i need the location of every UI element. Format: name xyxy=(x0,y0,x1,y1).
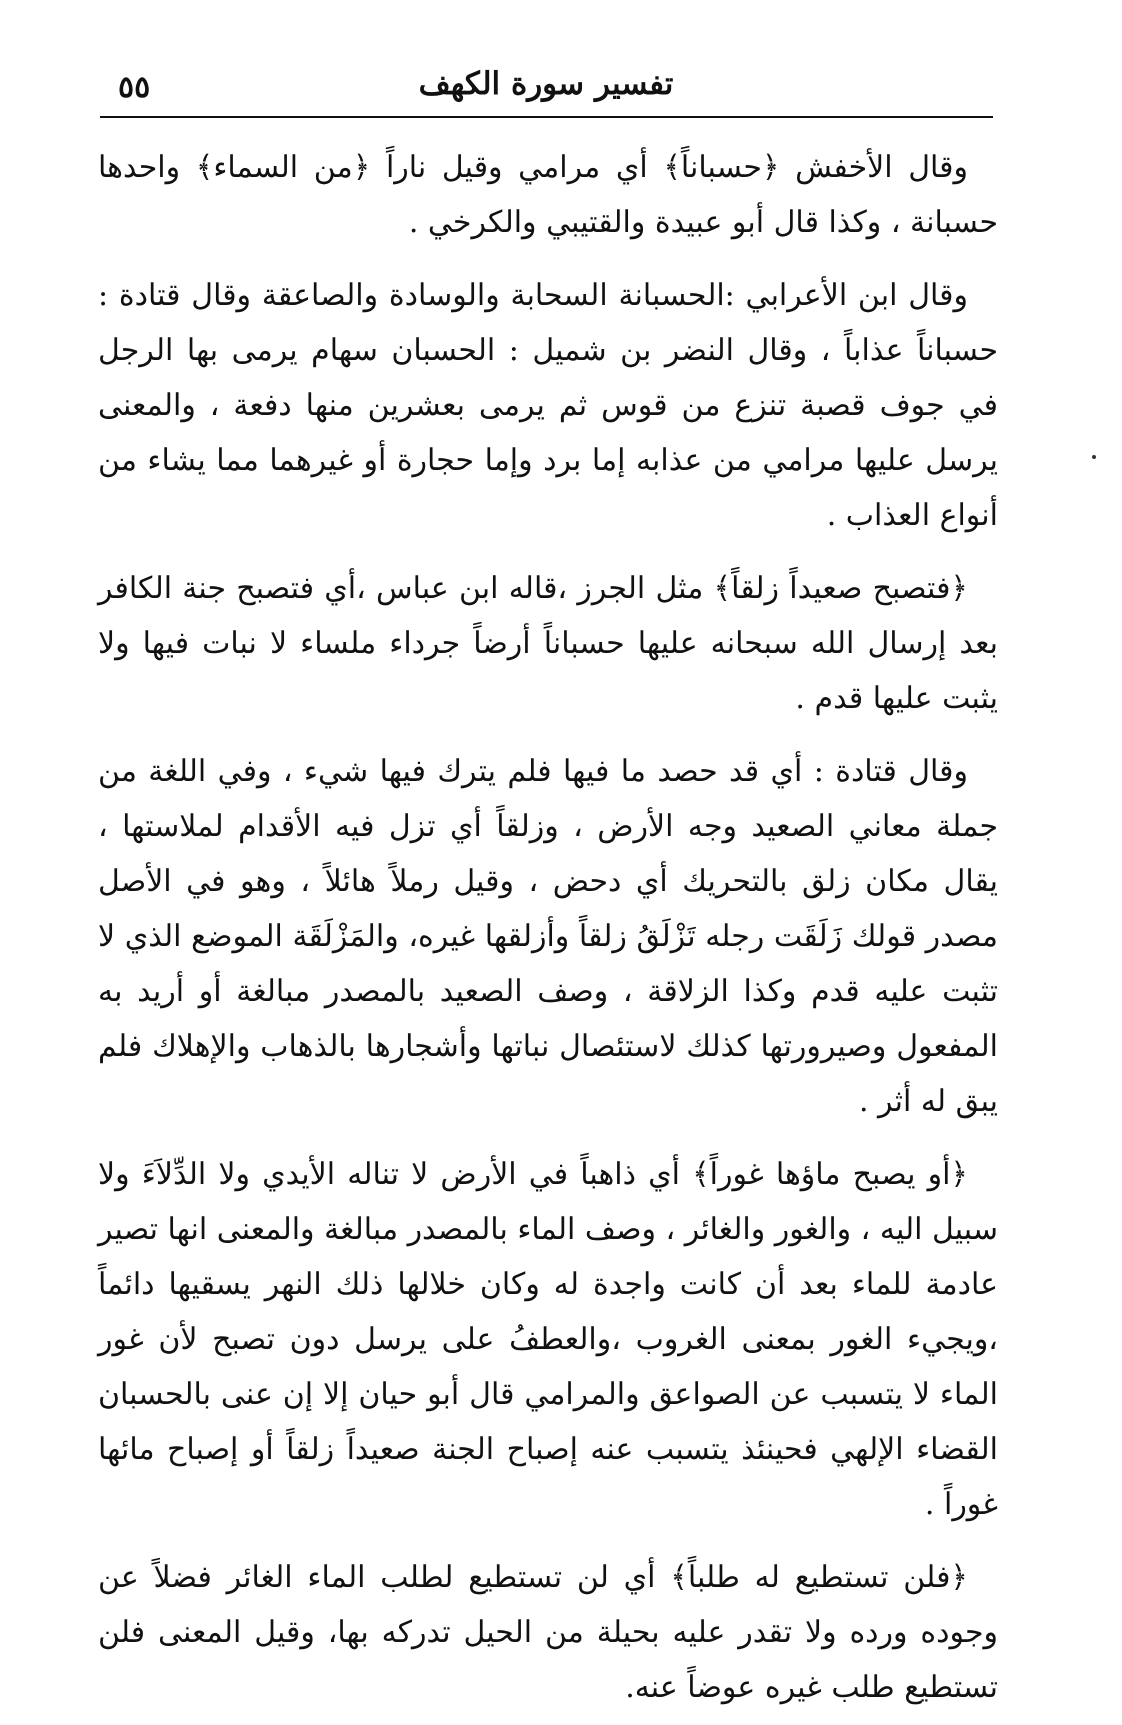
margin-mark xyxy=(1092,455,1096,459)
page-header xyxy=(100,52,992,112)
paragraph-akhfash: وقال الأخفش ﴿حسباناً﴾ أي مرامي وقيل ناراً ﴿من السماء﴾ واحدها حسبانة ، وكذا قال أبو عبيدة والقتيبي والكرخي . xyxy=(98,150,998,240)
paragraph-ibn-arabi: وقال ابن الأعرابي :الحسبانة السحابة والوسادة والصاعقة وقال قتادة : حسباناً عذاباً ، وقال النضر بن شميل : الحسبان سهام يرمى بها الرجل في جوف قصبة تنزع من قوس ثم يرمى بعشرين منها دفعة ، والمعنى يرسل عليها مرامي من عذابه إما برد وإما حجارة أو غيرهما مما يشاء من أنواع العذاب . xyxy=(98,278,998,533)
header-divider xyxy=(100,116,993,118)
running-title: تفسير سورة الكهف xyxy=(418,66,674,102)
paragraph-fatusbih: ﴿فتصبح صعيداً زلقاً﴾ مثل الجرز ،قاله ابن عباس ،أي فتصبح جنة الكافر بعد إرسال الله سبحانه عليها حسباناً أرضاً جرداء ملساء لا نبات فيها ولا يثبت عليها قدم . xyxy=(98,571,998,716)
page-number: ٥٥ xyxy=(118,70,151,105)
paragraph-aw-yusbih: ﴿أو يصبح ماؤها غوراً﴾ أي ذاهباً في الأرض لا تناله الأيدي ولا الدِّلاَءَ ولا سبيل اليه ، والغور والغائر ، وصف الماء بالمصدر مبالغة والمعنى انها تصير عادمة للماء بعد أن كانت واجدة له وكان خلالها ذلك النهر يسقيها دائماً ،ويجيء الغور بمعنى الغروب ،والعطفُ على يرسل دون تصبح لأن غور الماء لا يتسبب عن الصواعق والمرامي قال أبو حيان إلا إن عنى بالحسبان القضاء الإلهي فحينئذ يتسبب عنه إصباح الجنة صعيداً زلقاً أو إصباح مائها غوراً . xyxy=(98,1157,998,1522)
body-text xyxy=(98,140,998,1725)
paragraph-falan-tastati: ﴿فلن تستطيع له طلباً﴾ أي لن تستطيع لطلب الماء الغائر فضلاً عن وجوده ورده ولا تقدر عليه بحيلة من الحيل تدركه بها، وقيل المعنى فلن تستطيع طلب غيره عوضاً عنه. xyxy=(98,1560,998,1705)
paragraph-qatada: وقال قتادة : أي قد حصد ما فيها فلم يترك فيها شيء ، وفي اللغة من جملة معاني الصعيد وجه الأرض ، وزلقاً أي تزل فيه الأقدام لملاستها ، يقال مكان زلق بالتحريك أي دحض ، وقيل رملاً هائلاً ، وهو في الأصل مصدر قولك زَلَقَت رجله تَزْلَقُ زلقاً وأزلقها غيره، والمَزْلَقَة الموضع الذي لا تثبت عليه قدم وكذا الزلاقة ، وصف الصعيد بالمصدر مبالغة أو أريد به المفعول وصيرورتها كذلك لاستئصال نباتها وأشجارها بالذهاب والإهلاك فلم يبق له أثر . xyxy=(98,754,998,1119)
